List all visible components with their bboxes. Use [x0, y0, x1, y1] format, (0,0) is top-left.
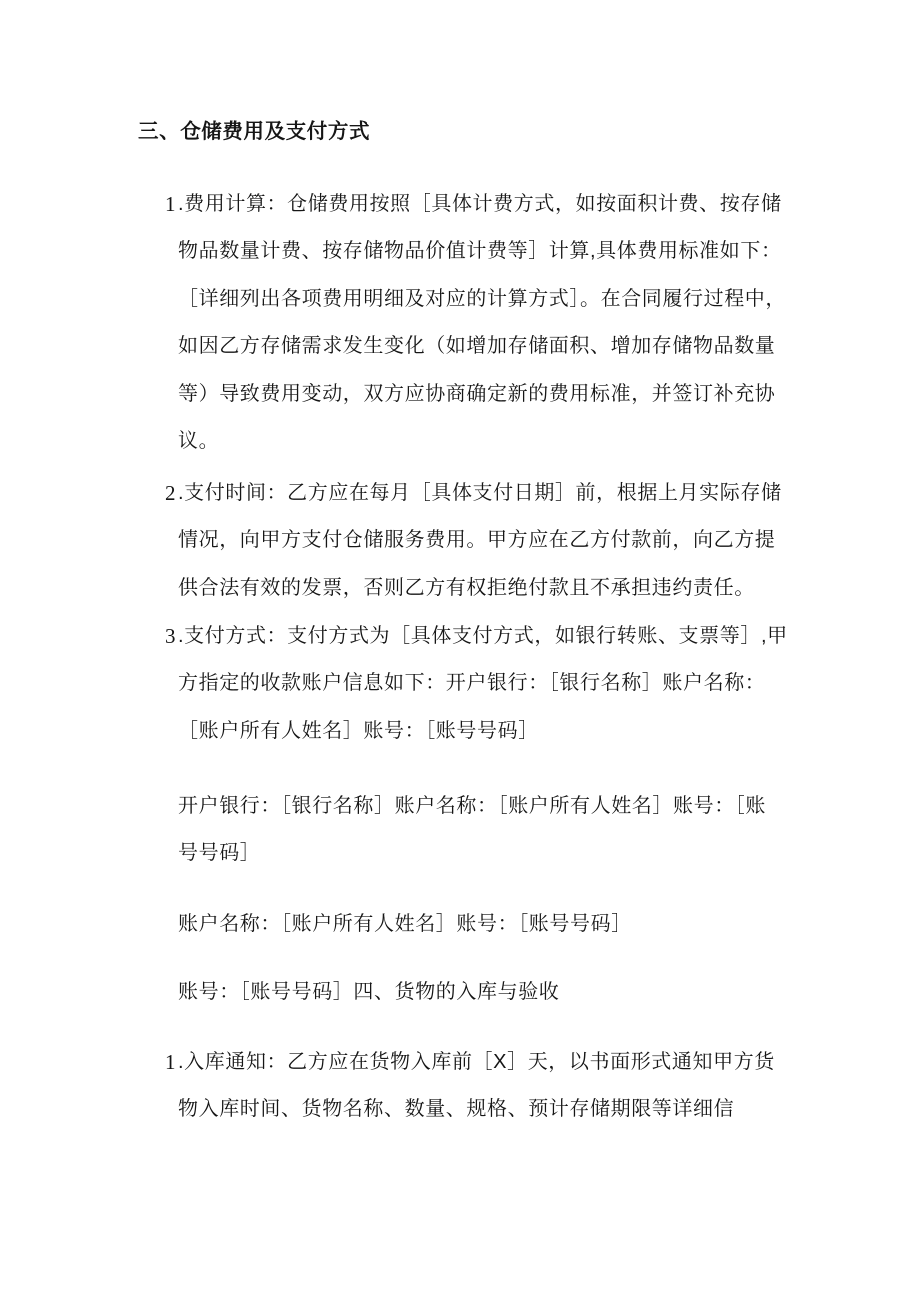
list-item [165, 181, 838, 465]
text-line: 如因乙方存储需求发生变化（如增加存储面积、增加存储物品数量 [178, 335, 776, 358]
text-line: ［详细列出各项费用明细及对应的计算方式］。在合同履行过程中， [178, 287, 786, 310]
text-line: 账号：［账号号码］四、货物的入库与验收 [178, 981, 560, 1003]
text-line: 供合法有效的发票，否则乙方有权拒绝付款且不承担违约责任。 [178, 576, 755, 599]
text-line: .支付时间：乙方应在每月［具体支付日期］前，根据上月实际存储 [178, 482, 782, 504]
list-item [165, 470, 838, 612]
paragraph [178, 901, 838, 948]
text-line: 情况，向甲方支付仓储服务费用。甲方应在乙方付款前，向乙方提 [178, 529, 776, 552]
text-line: ［账户所有人姓名］账号：［账号号码］ [178, 719, 539, 742]
paragraph [178, 783, 838, 878]
list-item-number: 1 [165, 192, 176, 216]
text-line: 方指定的收款账户信息如下：开户银行：［银行名称］账户名称： [178, 672, 766, 695]
text-line: 物入库时间、货物名称、数量、规格、预计存储期限等详细信 [178, 1098, 735, 1121]
text-line: .支付方式：支付方式为［具体支付方式，如银行转账、支票等］,甲 [178, 625, 788, 647]
text-line: 账户名称：［账户所有人姓名］账号：［账号号码］ [178, 913, 632, 935]
text-line: 物品数量计费、按存储物品价值计费等］计算,具体费用标准如下： [178, 240, 782, 263]
list-item [165, 1039, 838, 1134]
list-item-number: 1 [165, 1050, 176, 1074]
list-item [165, 613, 838, 755]
text-line: .入库通知：乙方应在货物入库前［X］天，以书面形式通知甲方货 [178, 1051, 775, 1073]
text-line: 等）导致费用变动，双方应协商确定新的费用标准，并签订补充协 [178, 382, 776, 405]
text-line: 开户银行：［银行名称］账户名称：［账户所有人姓名］账号：［账 [178, 795, 766, 817]
list-item-number: 3 [165, 624, 176, 648]
section-heading: 三、仓储费用及支付方式 [138, 120, 371, 143]
text-line: 议。 [178, 430, 220, 453]
paragraph [178, 969, 838, 1016]
list-item-number: 2 [165, 481, 176, 505]
text-line: 号号码］ [178, 842, 261, 865]
text-line: .费用计算：仓储费用按照［具体计费方式，如按面积计费、按存储 [178, 193, 782, 215]
